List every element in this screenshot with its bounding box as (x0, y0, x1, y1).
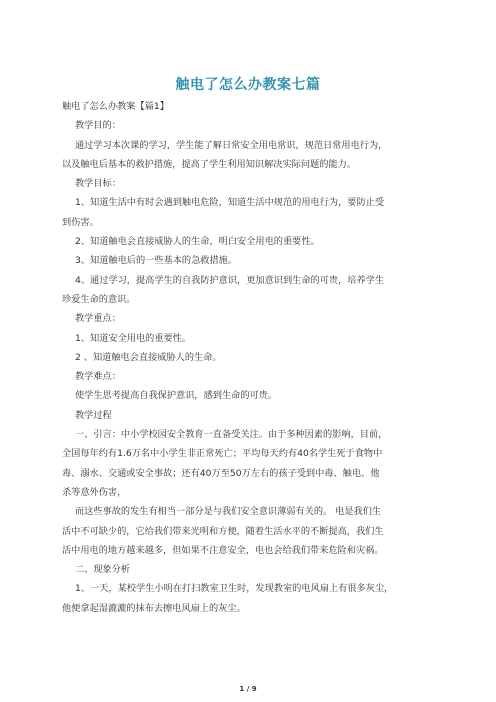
body-text-line: 教学目的： (75, 120, 121, 132)
body-text-line: 使学生思考提高自我保护意识，感到生命的可贵。 (75, 390, 278, 402)
body-text-line: 杀等意外伤害， (62, 486, 127, 498)
body-text-line: 1、知道安全用电的重要性。 (75, 332, 192, 344)
body-text-line: 1、知道生活中有时会遇到触电危险，知道生活中规范的用电行为，要防止受 (75, 197, 385, 209)
body-text-line: 教学重点： (75, 313, 121, 325)
body-text-line: 毒、溺水、交通或安全事故；还有40万至50万左右的孩子受到中毒、触电、他 (62, 467, 380, 479)
document-body (62, 97, 436, 618)
body-text-line: 以及触电后基本的救护措施，提高了学生利用知识解决实际问题的能力。 (62, 158, 356, 170)
body-text-line: 触电了怎么办教案【篇1】 (62, 101, 169, 112)
body-text-line: 通过学习本次课的学习，学生能了解日常安全用电常识，规范日常用电行为， (75, 139, 388, 151)
document-title: 触电了怎么办教案七篇 (175, 77, 321, 93)
body-text-line: 2 、知道触电会直接威胁人的生命。 (75, 351, 222, 363)
body-text-line: 4、通过学习，提高学生的自我防护意识，更加意识到生命的可贵，培养学生 (75, 274, 385, 286)
body-text-line: 活中用电的地方越来越多，但如果不注意安全，电也会给我们带来危险和灾祸。 (62, 544, 384, 556)
body-text-line: 教学难点： (75, 371, 121, 383)
body-text-line: 活中不可缺少的，它给我们带来光明和方便，随着生活水平的不断提高，我们生 (62, 525, 384, 537)
body-text-line: 全国每年约有1.6万名中小学生非正常死亡；平均每天约有40名学生死于食物中 (62, 448, 383, 460)
body-text-line: 3、知道触电后的一些基本的急救措施。 (75, 255, 238, 267)
body-text-line: 教学过程 (75, 409, 112, 421)
body-text-line: 而这些事故的发生有相当一部分是与我们安全意识薄弱有关的。 电是我们生 (75, 506, 382, 518)
body-text-line: 1、一天，某校学生小明在打扫教室卫生时，发现教室的电风扇上有很多灰尘， (75, 583, 394, 595)
body-text-line: 珍爱生命的意识。 (62, 293, 136, 305)
body-text-line: 教学目标： (75, 178, 121, 190)
body-text-line: 2、知道触电会直接威胁人的生命，明白安全用电的重要性。 (75, 236, 320, 248)
body-text-line: 他便拿起湿漉漉的抹布去擦电风扇上的灰尘。 (62, 602, 246, 614)
body-text-line: 到伤害。 (62, 216, 99, 228)
body-text-line: 二、现象分析 (75, 564, 131, 576)
body-text-line: 一、引言：中小学校园安全教育一直备受关注。由于多种因素的影响，目前， (75, 429, 388, 441)
page-number: 1 / 9 (239, 685, 257, 693)
